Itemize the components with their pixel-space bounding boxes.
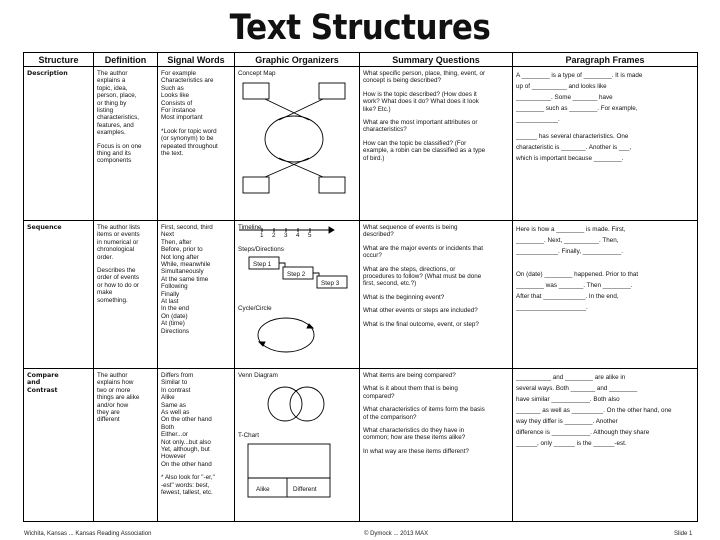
text-line: have similar ___________. Both also [516,396,620,403]
concept-box-top-left [243,83,269,99]
text-line: On the other hand [161,416,212,424]
text-line: How can the topic be classified? (For [363,139,467,147]
text-line: At last [161,298,179,306]
definition-cell [94,369,158,522]
text-line: and/or how [97,401,129,409]
text-line: For example [161,70,196,77]
text-line: Most important [161,114,203,122]
text-line: While, meanwhile [161,261,211,269]
tchart-label-different: Different [293,486,317,493]
paragraph-frames-text [516,372,694,449]
row-sequence [24,221,698,369]
step-1-box [249,257,279,269]
text-line: Either...or [161,431,188,439]
timeline-tick-3: 3 [284,232,288,239]
text-line: thing and its [97,150,131,158]
text-line: characteristics, [97,114,139,122]
summary-questions-cell [360,221,513,369]
text-line: Consists of [161,99,193,107]
text-line: characteristics? [363,126,407,134]
concept-ellipse-center [265,116,323,162]
text-line: Following [161,283,188,291]
header-definition: Definition [94,53,158,67]
text-line: Alike [161,394,175,402]
step-1-label: Step 1 [253,261,272,268]
cycle-caption: Cycle/Circle [238,305,272,312]
text-line: order of events [97,274,140,282]
text-line: of the comparison? [363,413,417,421]
text-line: Description [27,70,68,77]
structure-cell [24,67,94,221]
venn-caption: Venn Diagram [238,372,278,379]
text-line: __________. Some _______ have [516,94,613,101]
text-line: something. [97,296,128,304]
text-line: Next [161,231,174,239]
text-line: Similar to [161,379,188,387]
text-line: The author [97,70,128,77]
text-line: chronological [97,246,135,254]
text-line: in numerical or [97,238,139,246]
text-line: repeated throughout [161,142,218,150]
text-line: At (time) [161,320,185,328]
structure-cell [24,221,94,369]
paragraph-frames-cell [513,221,698,369]
text-line: A ________ is a type of ________. It is made [516,72,643,79]
text-line: Here is how a ________ is made. First, [516,226,626,233]
step-3-box [317,276,347,288]
graphic-organizer-cell [235,369,360,522]
text-line: difference is ___________. Although they share [516,429,650,436]
text-line: ____________________. [516,304,588,311]
text-line: How is the topic described? (How does it [363,90,477,98]
text-line: As well as [161,409,190,417]
text-line: Yet, although, but [161,446,210,454]
footer-copyright: © Dymock ... 2013 MAX [364,531,429,537]
text-line: example, a robin can be classified as a type [363,147,486,155]
text-line: What characteristics of items form the basis [363,406,485,414]
text-line: What other events or steps are included? [363,307,478,315]
header-graphic-organizers: Graphic Organizers [235,53,360,67]
tchart-caption: T-Chart [238,432,259,439]
text-line: person, place, [97,92,137,100]
summary-questions-cell [360,369,513,522]
summary-questions-text [363,372,509,455]
paragraph-frames-cell [513,369,698,522]
text-line: or thing by [97,99,127,107]
text-line: order. [97,253,114,261]
footer-slide-number: Slide 1 [674,531,693,537]
header-summary-questions: Summary Questions [360,53,513,67]
text-line: components [97,157,132,165]
text-line: or how to do or [97,281,140,289]
text-line: -est" words: best, [161,481,210,489]
text-line: Compare [27,372,59,379]
text-line: they are [97,409,120,417]
text-line: On (date) ________ happened. Prior to that [516,271,639,278]
text-line: different [97,416,120,424]
text-line: ________ was _______. Then ________. [516,282,633,289]
text-line: up of __________ and looks like [516,83,607,90]
text-line: In the end [161,305,190,313]
text-line: Directions [161,327,189,335]
definition-text [97,372,154,424]
summary-questions-text [363,70,509,162]
text-line: * Also look for "-er," [161,474,215,482]
text-line: Before, prior to [161,246,203,254]
text-line: of bird.) [363,154,385,162]
signal-words-cell [158,369,235,522]
header-row [24,53,698,67]
text-line: common; how are these items alike? [363,434,466,442]
text-line: What are the most important attributes or [363,119,478,127]
text-line: characteristic is _______. Another is ___, [516,144,632,151]
concept-map-diagram [235,67,359,213]
text-line: Finally [161,290,180,298]
signal-words-cell [158,67,235,221]
text-line: features, and [97,121,134,129]
summary-questions-cell [360,67,513,221]
text-line: examples. [97,129,126,137]
text-line: like? Etc.) [363,105,391,113]
text-line: What is the final outcome, event, or step? [363,320,479,328]
step-3-label: Step 3 [321,280,340,287]
text-line: On (date) [161,312,188,320]
row-description [24,67,698,221]
text-line: ______ has several characteristics. One [516,133,629,140]
text-line: the text. [161,150,184,158]
text-line: The author [97,372,128,379]
text-line: What is it about them that is being [363,385,458,393]
text-line: Contrast [27,386,58,394]
text-line: work? What does it do? What does it look [363,98,479,106]
cycle-circle [258,318,314,352]
footer-credit: Wichita, Kansas ... Kansas Reading Association [24,531,152,537]
text-line: described? [363,231,394,239]
text-line: What are the steps, directions, or [363,265,456,273]
text-line: occur? [363,252,382,260]
text-line: Not only...but also [161,438,211,446]
text-line: two or more [97,386,131,394]
definition-text [97,70,154,165]
concept-map-caption: Concept Map [238,70,276,77]
timeline-tick-5: 5 [308,232,312,239]
timeline-caption: Timeline [238,224,262,231]
header-paragraph-frames: Paragraph Frames [513,53,698,67]
tchart-label-alike: Alike [256,486,270,493]
text-line: However [161,453,186,461]
text-line: Then, after [161,238,192,246]
header-structure: Structure [24,53,94,67]
step-2-box [283,267,313,279]
text-line: What specific person, place, thing, event, or [363,70,486,77]
definition-cell [94,67,158,221]
text-line: which is important because ________. [516,155,624,162]
timeline-tick-1: 1 [260,232,264,239]
text-line: and [27,379,41,387]
concept-box-bottom-right [319,177,345,193]
venn-circle-right [290,387,324,421]
steps-caption: Steps/Directions [238,246,284,253]
text-line: At the same time [161,275,209,283]
text-line: make [97,289,113,297]
text-line: procedures to follow? (What must be done [363,273,482,281]
venn-circle-left [268,387,302,421]
step-2-label: Step 2 [287,271,306,278]
text-line: first, second, etc.?) [363,280,417,288]
text-line: For instance [161,107,196,115]
concept-box-top-right [319,83,345,99]
tchart-bottom-box [248,478,330,497]
text-line: explains how [97,379,134,387]
text-line: *Look for topic word [161,127,217,135]
paragraph-frames-text [516,224,694,313]
signal-words-cell [158,221,235,369]
signal-words-text [161,70,231,157]
text-line: things are alike [97,394,140,402]
text-line: On the other hand [161,460,212,468]
text-line: compared? [363,392,395,400]
text-line: (or synonym) to be [161,135,214,143]
timeline-arrow [329,227,334,233]
timeline-tick-2: 2 [272,232,276,239]
text-line: ____________. Finally, ___________. [516,248,624,255]
page-title: Text Structures [229,7,491,49]
compare-organizers-diagram [235,369,359,515]
paragraph-frames-cell [513,67,698,221]
text-line: explains a [97,77,126,85]
text-line: ____________. [516,116,560,123]
graphic-organizer-cell [235,221,360,369]
text-line: Differs from [161,372,194,379]
text-line: The author lists [97,224,141,231]
sequence-organizers-diagram [235,221,359,362]
paragraph-frames-text [516,70,694,164]
text-line: ________. Next, __________. Then, [516,237,619,244]
text-line: way they differ is ________. Another [516,418,618,425]
text-line: ________ such as ________. For example, [516,105,638,112]
text-line: items or events [97,231,140,239]
text-line: Not long after [161,253,199,261]
text-structures-table [23,52,698,522]
text-line: Characteristics are [161,77,214,85]
text-line: After that ____________. In the end, [516,293,619,300]
text-line: What is the beginning event? [363,293,445,301]
text-line: Simultaneously [161,268,204,276]
signal-words-text [161,372,231,497]
text-line: In what way are these items different? [363,447,469,455]
summary-questions-text [363,224,509,328]
structure-name [27,372,90,394]
structure-name [27,224,90,231]
text-line: listing [97,107,114,115]
row-compare-contrast [24,369,698,522]
text-line: fewest, tallest, etc. [161,489,213,497]
definition-cell [94,221,158,369]
definition-text [97,224,154,304]
text-line: concept is being described? [363,77,442,85]
text-line: First, second, third [161,224,213,231]
concept-box-bottom-left [243,177,269,193]
text-line: Describes the [97,267,136,275]
tchart-top-box [248,444,330,478]
signal-words-text [161,224,231,335]
text-line: In contrast [161,386,191,394]
header-signal-words: Signal Words [158,53,235,67]
text-line: ______, only ______ is the ______-est. [516,440,627,447]
text-line: Looks like [161,92,190,100]
text-line: _______ as well as _________. On the other hand, one [516,407,672,414]
text-line: Focus is on one [97,142,142,150]
text-line: Sequence [27,224,62,231]
structure-cell [24,369,94,522]
text-line: What items are being compared? [363,372,456,379]
structure-name [27,70,90,77]
text-line: What are the major events or incidents that [363,244,484,252]
text-line: What characteristics do they have in [363,427,465,435]
graphic-organizer-cell [235,67,360,221]
text-line: Such as [161,84,184,92]
timeline-tick-4: 4 [296,232,300,239]
text-line: __________ and ________ are alike in [516,374,626,381]
text-line: What sequence of events is being [363,224,458,231]
text-line: Same as [161,401,186,409]
text-line: topic, idea, [97,84,128,92]
text-line: several ways. Both _______ and ________ [516,385,638,392]
text-line: Both [161,423,174,431]
